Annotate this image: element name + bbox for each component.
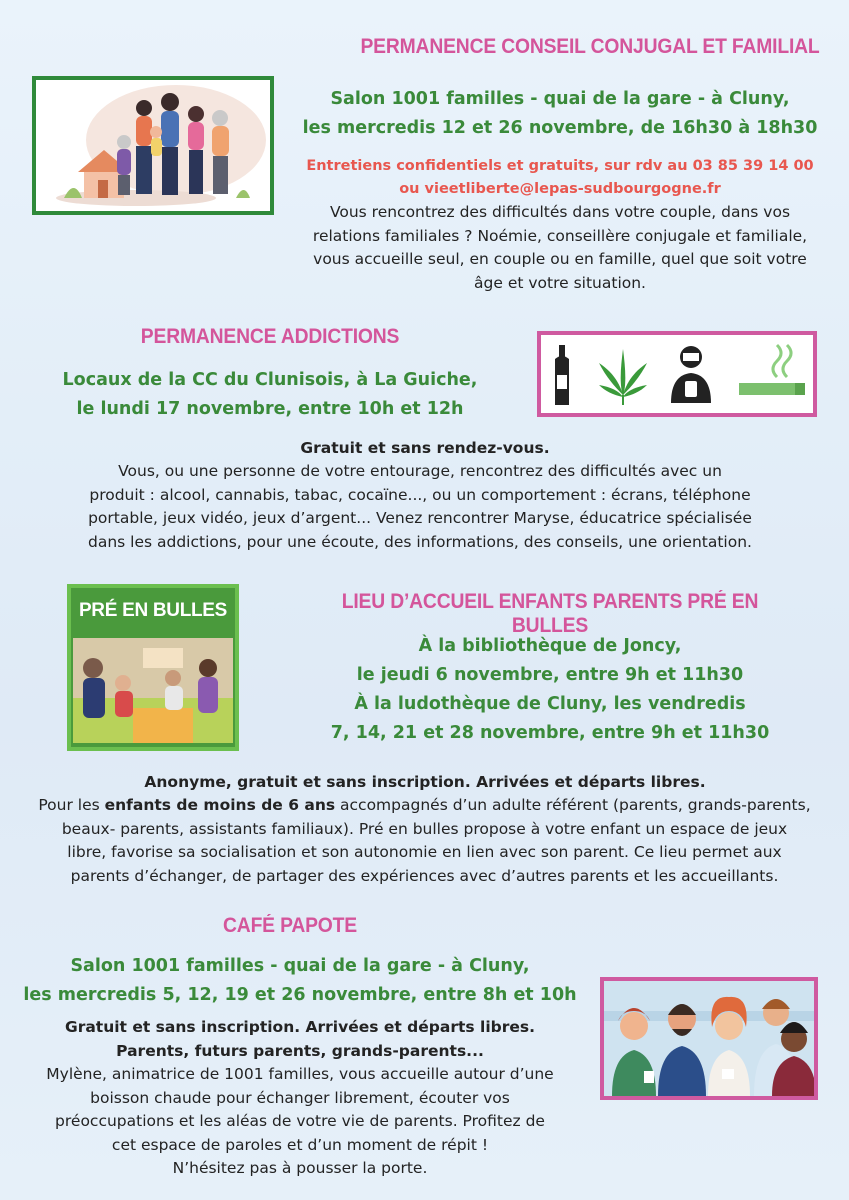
section4-body bbox=[20, 1063, 580, 1181]
pre-en-bulles-logo-text: PRÉ EN BULLES bbox=[78, 600, 228, 621]
section4-body-line5: N’hésitez pas à pousser la porte. bbox=[172, 1159, 428, 1177]
family-illustration bbox=[32, 76, 274, 215]
section3-title: LIEU D’ACCUEIL ENFANTS PARENTS PRÉ EN BULLES bbox=[341, 590, 759, 637]
section2-place-line1: Locaux de la CC du Clunisois, à La Guiche, bbox=[62, 370, 478, 390]
section3-body-line1 bbox=[14, 794, 835, 818]
section1-title: PERMANENCE CONSEIL CONJUGAL ET FAMILIAL bbox=[360, 35, 820, 58]
section4-place bbox=[20, 952, 580, 1010]
section4-place-line2: les mercredis 5, 12, 19 et 26 novembre, entre 8h et 10h bbox=[23, 985, 577, 1005]
section4-title: CAFÉ PAPOTE bbox=[223, 914, 357, 937]
section3-body-line1-bold: enfants de moins de 6 ans bbox=[104, 796, 336, 814]
section1-place-line1: Salon 1001 familles - quai de la gare - à Cluny, bbox=[330, 89, 790, 109]
section2-body-line4: dans les addictions, pour une écoute, des informations, des conseils, une orientation. bbox=[88, 532, 752, 551]
section3-body-line2: beaux- parents, assistants familiaux). Pré en bulles propose à votre enfant un espace de jeux bbox=[61, 819, 788, 838]
section1-place bbox=[290, 85, 830, 143]
section4-lead bbox=[20, 1016, 580, 1063]
section2-lead: Gratuit et sans rendez-vous. bbox=[300, 439, 550, 457]
section1-email-link[interactable]: ou vieetliberte@lepas-sudbourgogne.fr bbox=[399, 181, 721, 197]
addiction-icons-panel bbox=[537, 331, 817, 417]
section4-body-line2: boisson chaude pour échanger librement, écouter vos bbox=[90, 1088, 510, 1107]
section3-place-line3: À la ludothèque de Cluny, les vendredis bbox=[354, 694, 746, 714]
section1-place-line2: les mercredis 12 et 26 novembre, de 16h30 à 18h30 bbox=[302, 118, 818, 138]
section1-body-line2: relations familiales ? Noémie, conseillère conjugale et familiale, bbox=[312, 226, 808, 245]
pre-en-bulles-logo-card bbox=[67, 584, 239, 751]
section4-body-line3: préoccupations et les aléas de votre vie de parents. Profitez de bbox=[55, 1112, 545, 1130]
section1-contact bbox=[290, 155, 830, 201]
playroom-photo bbox=[73, 638, 233, 743]
section3-body-line4: parents d’échanger, de partager des expériences avec d’autres parents et les accueillants. bbox=[70, 866, 779, 885]
section1-body-line3: vous accueille seul, en couple ou en famille, quel que soit votre bbox=[313, 250, 807, 268]
section3-place-line1: À la bibliothèque de Joncy, bbox=[418, 636, 682, 656]
section2-body-line1: Vous, ou une personne de votre entourage, rencontrez des difficultés avec un bbox=[118, 462, 722, 480]
cafe-people-svg bbox=[604, 981, 814, 1096]
cafe-people-illustration bbox=[600, 977, 818, 1100]
section2-place-line2: le lundi 17 novembre, entre 10h et 12h bbox=[76, 399, 464, 419]
section4-lead2: Parents, futurs parents, grands-parents... bbox=[116, 1041, 484, 1060]
section3-body bbox=[14, 794, 835, 888]
section3-body-line1-pre: Pour les bbox=[38, 796, 105, 814]
family-illustration-icon bbox=[36, 80, 270, 211]
section1-body-line4: âge et votre situation. bbox=[474, 273, 646, 292]
section3-lead: Anonyme, gratuit et sans inscription. Arrivées et départs libres. bbox=[144, 773, 706, 791]
cannabis-leaf-icon bbox=[599, 349, 647, 405]
section1-body bbox=[280, 201, 840, 295]
section2-body-line3: portable, jeux vidéo, jeux d’argent... Venez rencontrer Maryse, éducatrice spécialisée bbox=[88, 509, 752, 527]
section2-place bbox=[40, 366, 500, 424]
section4-place-line1: Salon 1001 familles - quai de la gare - à Cluny, bbox=[70, 956, 530, 976]
section3-body-line3: libre, favorise sa socialisation et son autonomie en lien avec son parent. Ce lieu permet aux bbox=[67, 843, 782, 861]
cigarette-icon bbox=[739, 345, 805, 395]
phone-user-icon bbox=[671, 346, 711, 403]
section4-lead1: Gratuit et sans inscription. Arrivées et départs libres. bbox=[64, 1018, 536, 1036]
section3-place-line4: 7, 14, 21 et 28 novembre, entre 9h et 11h30 bbox=[330, 723, 770, 743]
section1-contact-line1: Entretiens confidentiels et gratuits, sur rdv au 03 85 39 14 00 bbox=[306, 158, 814, 174]
section2-body-line2: produit : alcool, cannabis, tabac, cocaïne..., ou un comportement : écrans, téléphone bbox=[89, 485, 751, 504]
section3-place bbox=[320, 632, 780, 748]
section3-body-line1-post: accompagnés d’un adulte référent (parents, grands-parents, bbox=[335, 796, 811, 814]
section2-body bbox=[20, 460, 820, 554]
section1-body-line1: Vous rencontrez des difficultés dans votre couple, dans vos bbox=[329, 203, 791, 221]
section4-body-line4: cet espace de paroles et d’un moment de répit ! bbox=[111, 1135, 489, 1154]
section3-place-line2: le jeudi 6 novembre, entre 9h et 11h30 bbox=[356, 665, 744, 685]
section2-title: PERMANENCE ADDICTIONS bbox=[140, 325, 400, 348]
addiction-icons-svg bbox=[541, 335, 813, 413]
bottle-icon bbox=[555, 345, 569, 405]
section4-body-line1: Mylène, animatrice de 1001 familles, vous accueille autour d’une bbox=[46, 1065, 554, 1083]
